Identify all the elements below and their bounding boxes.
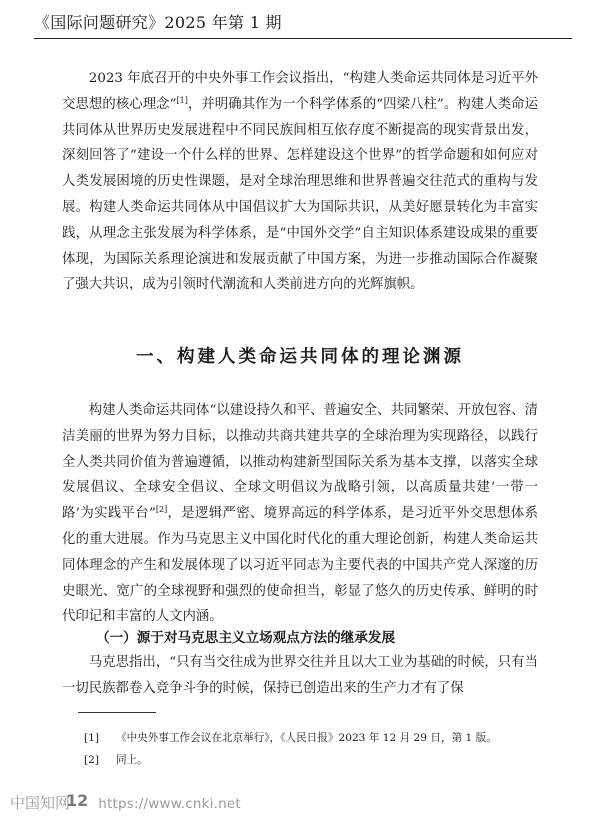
section-heading: 一、构建人类命运共同体的理论渊源 [136, 347, 464, 367]
watermark-url: https://www.cnki.net [98, 796, 241, 812]
paragraph-text: ，是逻辑严密、境界高远的科学体系，是习近平外交思想体系化的重大进展。作为马克思主义中国化时代化的重大理论创新，构建人类命运共同体理念的产生和发展体现了以习近平同志为主要代表的中国共产党人深邃的历史眼光、宽广的全球视野和强烈的使命担当，彰显了悠久的历史传承、鲜明的时代印记和丰富的人文内涵。 [62, 506, 539, 625]
footnote-ref[interactable]: [2] [155, 505, 168, 515]
footnote-ref[interactable]: [1] [176, 95, 188, 105]
footnote-number: [2] [84, 754, 100, 766]
footnote-text: 《中央外事工作会议在北京举行》，《人民日报》2023 年 12 月 29 日，第 1 版。 [116, 732, 497, 744]
paragraph-text: ，并明确其作为一个科学体系的“四梁八柱”。构建人类命运共同体从世界历史发展进程中不同民族间相互依存度不断提高的现实背景出发，深刻回答了“建设一个什么样的世界、怎样建设这个世界”的哲学命题和如何应对人类发展困境的历史性课题，是对全球治理思维和世界普遍交往范式的重构与发展。构建人类命运共同体从中国倡议扩大为国际共识，从美好愿景转化为丰富实践，从理念主张发展为科学体系，是“中国外交学”自主知识体系建设成果的重要体现，为国际关系理论演进和发展贡献了中国方案，为进一步推动国际合作凝聚了强大共识，成为引领时代潮流和人类前进方向的光辉旗帜。 [62, 96, 538, 293]
watermark-brand: 中国知网 [10, 794, 71, 812]
journal-header: 《国际问题研究》2025 年第 1 期 [34, 8, 572, 39]
footnote-item [84, 727, 497, 749]
sub-heading: （一）源于对马克思主义立场观点方法的继承发展 [96, 630, 396, 646]
footnote-item [84, 749, 497, 771]
cnki-watermark [10, 788, 241, 818]
footnote-text: 同上。 [116, 754, 148, 766]
paragraph-section-one [62, 398, 538, 630]
footnote-divider [78, 712, 156, 713]
paragraph-text: 构建人类命运共同体“以建设持久和平、普遍安全、共同繁荣、开放包容、清洁美丽的世界为努力目标，以推动共商共建共享的全球治理为实现路径，以践行全人类共同价值为普遍遵循，以推动构建新型国际关系为基本支撑，以落实全球发展倡议、全球安全倡议、全球文明倡议为战略引领，以高质量共建‘一带一路’为实践平台” [62, 403, 538, 522]
paragraph-marx: 马克思指出，“只有当交往成为世界交往并且以大工业为基础的时候，只有当一切民族都卷入竞争斗争的时候，保持已创造出来的生产力才有了保 [62, 655, 538, 696]
footnote-number: [1] [84, 732, 100, 744]
page-number: 12 [66, 791, 89, 810]
paragraph-text: 2023 年底召开的中央外事工作会议指出，“构建人类命运共同体是习近平外交思想的核心理念” [62, 71, 538, 112]
paragraph-intro [62, 66, 538, 298]
footnotes [84, 727, 497, 771]
